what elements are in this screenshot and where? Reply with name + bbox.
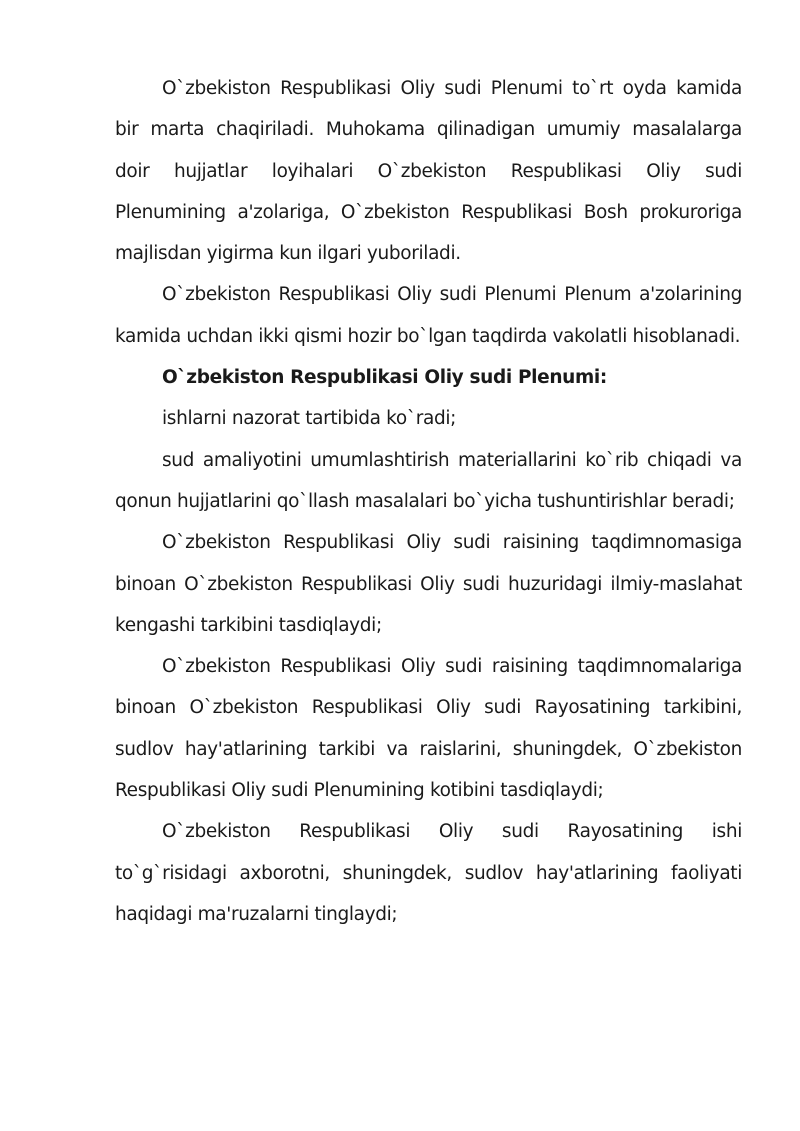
list-item-supervisory-review: ishlarni nazorat tartibida ko`radi;: [162, 408, 457, 430]
section-heading-plenum-powers: O`zbekiston Respublikasi Oliy sudi Plenumi:: [162, 367, 607, 389]
document-page: [115, 68, 742, 935]
list-item-presidium-composition: O`zbekiston Respublikasi Oliy sudi raisining taqdimnomalariga binoan O`zbekiston Respublikasi Oliy sudi Rayosatining tarkibini, sudlov hay'atlarining tarkibi va raislarini, shuningdek, O`zbekiston Respublikasi Oliy sudi Plenumining kotibini tasdiqlaydi;: [115, 656, 742, 802]
paragraph-plenum-schedule: O`zbekiston Respublikasi Oliy sudi Plenumi to`rt oyda kamida bir marta chaqiriladi. Muhokama qilinadigan umumiy masalalarga doir hujjatlar loyihalari O`zbekiston Respublikasi Oliy sudi Plenumining a'zolariga, O`zbekiston Respublikasi Bosh prokuroriga majlisdan yigirma kun ilgari yuboriladi.: [115, 78, 742, 265]
list-item-judicial-practice: sud amaliyotini umumlashtirish materiallarini ko`rib chiqadi va qonun hujjatlarini qo`llash masalalari bo`yicha tushuntirishlar beradi;: [115, 449, 742, 512]
list-item-presidium-reports: O`zbekiston Respublikasi Oliy sudi Rayosatining ishi to`g`risidagi axborotni, shuningdek, sudlov hay'atlarining faoliyati haqidagi ma'ruzalarni tinglaydi;: [115, 821, 742, 925]
paragraph-plenum-quorum: O`zbekiston Respublikasi Oliy sudi Plenumi Plenum a'zolarining kamida uchdan ikki qismi hozir bo`lgan taqdirda vakolatli hisoblanadi.: [115, 284, 742, 347]
list-item-advisory-council: O`zbekiston Respublikasi Oliy sudi raisining taqdimnomasiga binoan O`zbekiston Respublikasi Oliy sudi huzuridagi ilmiy-maslahat kengashi tarkibini tasdiqlaydi;: [115, 532, 742, 636]
